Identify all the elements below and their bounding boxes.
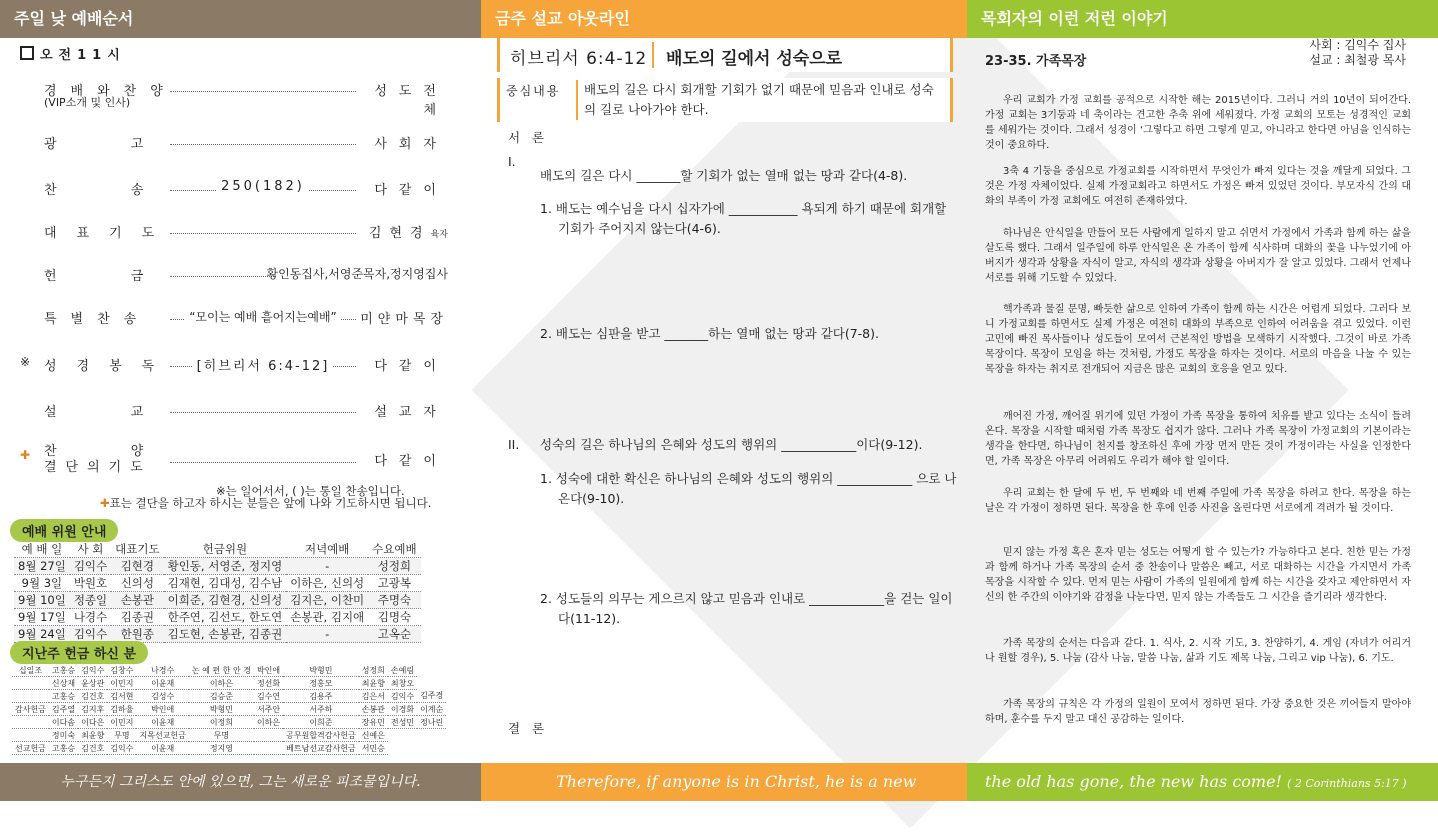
offering-cell (12, 690, 49, 703)
offering-cell: 이하은 (254, 716, 283, 729)
committee-cell: 김현경 (111, 558, 163, 575)
committee-row (14, 592, 421, 609)
order-item-name: 찬 송 (44, 183, 144, 198)
checkbox-square-icon (20, 46, 34, 60)
order-item-scripture (170, 355, 356, 374)
article-paragraph: 하나님은 안식일을 만들어 모든 사람에게 일하지 말고 쉬면서 가정에서 가족과 함께 하는 삶을 살도록 했다. 그래서 일주일에 하루 안식일은 온 가족이 함께 식사하며 대화의 꽃을 나누었기에 아버지가 생각과 상황을 자식이 알고, 자식의 생각과 상황을 아버지가 잘 알고 있었다. 그래서 언제나 서로를 위해 기도할 수 있었다. (985, 228, 1411, 284)
committee-header-cell: 헌금위원 (164, 541, 287, 558)
footer-verse-text: the old has gone, the new has come! (985, 772, 1282, 791)
header-order-of-worship: 주일 낮 예배순서 (0, 0, 481, 38)
offering-cell: 윤상관 (78, 677, 107, 690)
offering-cell: 최윤향 (359, 677, 388, 690)
leader-dots (170, 412, 356, 413)
offering-cell: 이하은 (189, 677, 254, 690)
offering-cell: 서주하 (283, 703, 359, 716)
offering-cell: 장유민 (359, 716, 388, 729)
order-row-sub (20, 94, 448, 108)
offering-cell: 정미숙 (49, 729, 78, 742)
article-paragraph: 가족 목장의 규칙은 각 가정의 일원이 모여서 정하면 된다. 가장 중요한 것은 끼어들지 말아야 하며, 훈수를 두지 말고 대신 공감하는 일이다. (985, 699, 1411, 725)
order-item-name: 헌 금 (44, 269, 144, 284)
offering-cell: 이희준 (283, 716, 359, 729)
offering-cell: 김은서 (359, 690, 388, 703)
footer-verse-english-1: Therefore, if anyone is in Christ, he is a new creation; (481, 763, 967, 801)
article-paragraph: 가족 목장의 순서는 다음과 같다. 1. 식사, 2. 시작 기도, 3. 찬양하기, 4. 게임 (자녀가 어리거나 원할 경우), 5. 나눔 (감사 나눔, 말씀 나눔, 삶과 기도 제목 나눔, 그리고 vip 나눔), 6. 기도. (985, 638, 1411, 664)
committee-cell: 김명숙 (368, 609, 420, 626)
offering-cell (12, 677, 49, 690)
offering-cell: 나경수 (136, 664, 188, 677)
committee-cell: 황인동, 서영준, 정지영 (164, 558, 287, 575)
sermon-title: 배도의 길에서 성숙으로 (666, 49, 843, 69)
committee-cell: 한원종 (111, 626, 163, 643)
committee-title: 예배 위원 안내 (10, 519, 118, 542)
order-item-name: 설 교 (44, 405, 144, 420)
committee-row (14, 558, 421, 575)
leader-preacher: 설교 : 최철광 목사 (1309, 53, 1406, 67)
offering-cell: 베트남선교감사헌금 (283, 742, 359, 755)
offering-cell: 김승준 (189, 690, 254, 703)
committee-cell: 정종일 (70, 592, 111, 609)
cross-small-icon: ✚ (100, 496, 110, 510)
divider (576, 80, 578, 120)
offering-cell (254, 729, 283, 742)
offering-cell: 신상재 (49, 677, 78, 690)
offering-cell: 이윤재 (136, 677, 188, 690)
committee-header-cell: 저녁예배 (286, 541, 368, 558)
offering-row (12, 690, 446, 703)
point-2-number: II. (508, 437, 520, 452)
offering-cell: 김건호 (78, 742, 107, 755)
committee-cell: 손봉관, 김지애 (286, 609, 368, 626)
committee-cell: 김익수 (70, 558, 111, 575)
offering-row (12, 677, 446, 690)
order-item-name-text: 광 고 (44, 137, 144, 152)
committee-cell: 8월 27일 (14, 558, 70, 575)
offering-row (12, 742, 446, 755)
offering-cell: 이윤재 (136, 742, 188, 755)
committee-cell: 신의성 (111, 575, 163, 592)
offering-cell: 공무원합격감사헌금 (283, 729, 359, 742)
sermon-introduction: 서 론 (508, 130, 549, 145)
order-item-who: 다같이 (374, 183, 448, 198)
offering-cell: 이계순 (417, 703, 446, 716)
offering-cell: 선교헌금 (12, 742, 49, 755)
order-item-name (44, 133, 168, 152)
committee-cell: 성정희 (368, 558, 420, 575)
offering-cell: 김주경 (417, 690, 446, 703)
offering-row (12, 664, 446, 677)
committee-cell: - (286, 626, 368, 643)
point-1: 배도의 길은 다시 _______할 기회가 없는 열매 없는 땅과 같다(4-8). (540, 168, 908, 183)
service-leaders (1309, 38, 1406, 68)
committee-cell: 김재현, 김대성, 김수남 (164, 575, 287, 592)
article-paragraph: 믿지 않는 가정 혹은 혼자 믿는 성도는 어떻게 할 수 있는가? 가능하다고 본다. 친한 믿는 가정과 함께 하거나 가족 목장의 순서 중 찬송이나 말씀은 빼고, 서로 대화하는 시간을 가지면서 가족 목장을 시작할 수 있다. 먼저 믿는 사람이 가족의 일원에게 함께 하는 시간을 갖자고 제안하면서 자신의 한 주간의 이야기와 감정을 나눈다면, 믿지 않는 가족들도 그 시간을 즐기리라 생각한다. (985, 547, 1411, 603)
point-1-number: I. (508, 154, 516, 169)
order-item-who (360, 222, 448, 241)
order-row (20, 440, 448, 475)
offering-cell: 최창오 (388, 677, 417, 690)
offering-cell: 김익수 (78, 664, 107, 677)
main-point-text: 배도의 길은 다시 회개할 기회가 없기 때문에 믿음과 인내로 성숙의 길로 나아가야 한다. (584, 82, 934, 117)
committee-cell: 김지은, 이찬미 (286, 592, 368, 609)
offering-cell: 서주안 (254, 703, 283, 716)
order-row (20, 308, 448, 328)
committee-cell: 주명숙 (368, 592, 420, 609)
offering-cell: 십일조 (12, 664, 49, 677)
offering-cell: 박인애 (254, 664, 283, 677)
cross-icon: ✚ (20, 448, 31, 462)
leader-dots (170, 233, 356, 234)
committee-cell: 9월 17일 (14, 609, 70, 626)
order-item-name: 대표기도 (44, 226, 175, 241)
hymn-number: 250(182) (217, 179, 309, 194)
order-row (20, 133, 448, 153)
note-decision-text: 표는 결단을 하고자 하시는 분들은 앞에 나와 기도하시면 됩니다. (109, 496, 432, 510)
offering-cell: 박형민 (189, 703, 254, 716)
offering-cell: 이경화 (388, 703, 417, 716)
committee-header-cell: 대표기도 (111, 541, 163, 558)
order-row (20, 355, 448, 375)
order-item-name: 찬 양 (44, 444, 144, 459)
header-pastor-story: 목회자의 이런 저런 이야기 (967, 0, 1438, 38)
committee-row (14, 609, 421, 626)
article-paragraph: 핵가족과 물질 문명, 빠듯한 삶으로 인하여 가족이 함께 하는 시간은 어렵게 되었다. 그러다 보니 가정교회를 하면서도 실제 가정은 여전히 대화의 부족으로 인하여 어려움을 겪고 있었다. 이런 고민에 빠진 목사들이나 성도들이 모여서 근본적인 방법을 모색하기 시작했다. 그것이 바로 가족 목장이다. 목장이 모임을 하는 것처럼, 가정도 목장을 하자는 것이다. 서로의 마음을 나눌 수 있는 목장을 하자는 취지로 전개되어 지금은 많은 교회의 호응을 얻고 있다. (985, 304, 1411, 375)
offering-title: 지난주 헌금 하신 분 (10, 641, 148, 664)
committee-cell: 이하은, 신의성 (286, 575, 368, 592)
main-point-label: 중심내용 (506, 84, 561, 98)
divider (652, 42, 654, 68)
offering-cell: 박형민 (283, 664, 359, 677)
stand-mark-icon: ※ (20, 355, 31, 369)
order-item-name-2: 결단의기도 (44, 460, 152, 475)
offering-cell: 정지영 (189, 742, 254, 755)
scripture-reference: [히브리서 6:4-12] (193, 359, 334, 374)
offering-cell: 무명 (189, 729, 254, 742)
footer-verse-reference: ( 2 Corinthians 5:17 ) (1287, 777, 1407, 790)
special-song-title: “모이는 예배 흩어지는예배” (185, 310, 341, 324)
offering-cell: 김성수 (136, 690, 188, 703)
offering-cell: 정선화 (254, 677, 283, 690)
point-2: 성숙의 길은 하나님의 은혜와 성도의 행위의 ____________이다(9-12). (540, 437, 923, 452)
order-row (20, 265, 448, 285)
offering-cell: 김수연 (254, 690, 283, 703)
article-paragraph: 3축 4 기둥을 중심으로 가정교회를 시작하면서 무엇인가 빠져 있다는 것을 깨달게 되었다. 그것은 가정 자체이었다. 실제 가정교회라고 하면서도 가정은 빠져 있었던 것이다. 부모자식 간의 대화의 부족이 가정 교회에도 여전히 존재하였다. (985, 166, 1411, 207)
footer-verse-english-2 (967, 763, 1438, 801)
offering-cell: 신예은 (359, 729, 388, 742)
offering-cell: 이정희 (189, 716, 254, 729)
offering-cell: 고홍승 (49, 664, 78, 677)
offering-cell: 서민승 (359, 742, 388, 755)
offering-cell: 무명 (107, 729, 136, 742)
committee-cell: 나경수 (70, 609, 111, 626)
footer-verse-korean: 누구든지 그리스도 안에 있으면, 그는 새로운 피조물입니다. (0, 763, 481, 801)
offering-cell: 이다솜 (49, 716, 78, 729)
committee-cell: 한주연, 김선도, 한도연 (164, 609, 287, 626)
article-paragraph: 깨어진 가정, 깨어질 위기에 있던 가정이 가족 목장을 통하여 치유를 받고 있다는 소식이 들려온다. 목장을 시작할 때처럼 가족 목장도 쉽지가 않다. 그러나 가족 목장이 가정교회의 기본이라는 생각을 한다면, 하나님이 천지를 창조하신 후에 가장 먼저 만든 것이 가정이라는 사실을 인정한다면, 가족 목장은 아무리 어려워도 우리가 해야 할 일이다. (985, 411, 1411, 467)
committee-header-cell: 예 배 일 (14, 541, 70, 558)
order-item-who: 다같이 (374, 359, 448, 374)
committee-header-row (14, 541, 421, 558)
offering-cell: 감사헌금 (12, 703, 49, 716)
offering-cell (12, 729, 49, 742)
leader-presider: 사회 : 김익수 집사 (1309, 38, 1406, 52)
point-2-2: 2. 성도들의 의무는 게으르지 않고 믿음과 인내로 ____________을 걷는 일이다(11-12). (540, 591, 953, 626)
note-decision (100, 497, 431, 510)
committee-cell: - (286, 558, 368, 575)
offering-row (12, 716, 446, 729)
sermon-title-box (497, 38, 953, 72)
order-row (20, 401, 448, 421)
committee-cell: 김익수 (70, 626, 111, 643)
committee-header-cell: 수요예배 (368, 541, 420, 558)
prayer-leader-title: 육자 (430, 230, 448, 240)
point-2-1: 1. 성숙에 대한 확신은 하나님의 은혜와 성도의 행위의 ____________ 으로 나온다(9-10). (540, 471, 957, 506)
header-sermon-outline: 금주 설교 아웃라인 (481, 0, 967, 38)
sermon-passage: 히브리서 6:4-12 (510, 49, 648, 69)
order-row (20, 222, 448, 242)
committee-header-cell: 사 회 (70, 541, 111, 558)
article-title: 23-35. 가족목장 (985, 54, 1087, 69)
offering-cell: 김서현 (107, 690, 136, 703)
offering-cell: 정홍모 (283, 677, 359, 690)
prayer-leader: 김현경 (368, 226, 431, 241)
main-point-box (497, 78, 953, 122)
offering-cell: 김지후 (78, 703, 107, 716)
leader-dots (170, 462, 356, 463)
order-item-who: 미얀마목장 (360, 312, 448, 327)
offering-cell: 손봉관 (359, 703, 388, 716)
order-item-who: 설교자 (374, 405, 448, 420)
committee-cell: 9월 10일 (14, 592, 70, 609)
offering-cell: 김하율 (107, 703, 136, 716)
committee-cell: 9월 24일 (14, 626, 70, 643)
order-item-hymn (170, 179, 356, 194)
offering-cell: 지목선교헌금 (136, 729, 188, 742)
offering-cell (12, 716, 49, 729)
offering-cell: 이윤재 (136, 716, 188, 729)
order-item-special-song (170, 308, 356, 325)
offering-row (12, 729, 446, 742)
leader-dots (170, 276, 276, 277)
article-paragraph: 우리 교회는 한 달에 두 번, 두 번째와 네 번째 주일에 가족 목장을 하려고 한다. 목장을 하는 날은 각 가정이 정하면 된다. 목장을 한 후에 인증 사진을 올린다면 서로에게 격려가 될 것이다. (985, 488, 1411, 514)
offering-cell: 성정희 (359, 664, 388, 677)
order-item-who: 황인동집사,서영준목자,정지영집사 (266, 267, 448, 281)
committee-cell: 이희준, 김현경, 신의성 (164, 592, 287, 609)
offering-cell: 최윤향 (78, 729, 107, 742)
committee-cell: 김도현, 손봉관, 김종권 (164, 626, 287, 643)
note-standing: ※는 일어서서, ( )는 통일 찬송입니다. (216, 484, 405, 498)
order-item-who: 성도전체 (374, 84, 448, 118)
offering-cell (254, 742, 283, 755)
committee-cell: 손봉관 (111, 592, 163, 609)
leader-dots (170, 91, 356, 92)
order-item-name: 특별찬송 (44, 312, 151, 327)
leader-dots (170, 144, 356, 145)
offering-cell: 김익수 (388, 690, 417, 703)
offering-cell: 고홍승 (49, 690, 78, 703)
offering-cell: 고홍승 (49, 742, 78, 755)
committee-row (14, 575, 421, 592)
order-row (20, 179, 448, 199)
offering-row (12, 703, 446, 716)
order-item-sub: (VIP소개 및 인사) (44, 96, 131, 109)
committee-cell: 고옥순 (368, 626, 420, 643)
committee-cell: 9월 3일 (14, 575, 70, 592)
article-paragraph: 우리 교회가 가정 교회를 공적으로 시작한 해는 2015년이다. 그러니 거의 10년이 되어간다. 가정 교회는 3기둥과 네 축이라는 견고한 추축 위에 세워졌다. 가정 교회의 모토는 성경적인 교회를 세워가는 것이다. 그래서 성경이 ‘그렇다고 하면 그렇게 믿고, 아니라고 한다면 아님을 인식하는 것이 중요하다. (985, 95, 1411, 151)
point-1-1: 1. 배도는 예수님을 다시 십자가에 ___________ 욕되게 하기 때문에 회개할 기회가 주어지지 않는다(4-6). (540, 201, 947, 236)
order-item-who: 다같이 (374, 454, 448, 469)
offering-cell: 논 예 편 한 안 경 (189, 664, 254, 677)
offering-cell: 김용주 (283, 690, 359, 703)
committee-cell: 고광복 (368, 575, 420, 592)
committee-row (14, 626, 421, 643)
offering-cell: 전성민 (388, 716, 417, 729)
offering-cell: 김익수 (107, 742, 136, 755)
offering-cell: 김건호 (78, 690, 107, 703)
offering-cell: 김주열 (49, 703, 78, 716)
order-item-who: 사회자 (374, 137, 448, 152)
committee-cell: 박원호 (70, 575, 111, 592)
service-time (20, 44, 126, 63)
committee-table (14, 541, 421, 643)
offering-cell: 손예림 (388, 664, 417, 677)
offering-cell: 김창수 (107, 664, 136, 677)
offering-cell: 박인애 (136, 703, 188, 716)
service-time-label: 오전11시 (40, 48, 126, 63)
offering-cell: 정나린 (417, 716, 446, 729)
order-item-name: 성경봉독 (44, 359, 175, 374)
order-item-name: 경배와찬양 (44, 84, 177, 99)
offering-table (12, 664, 446, 755)
point-1-2: 2. 배도는 심판을 받고 _______하는 열매 없는 땅과 같다(7-8). (540, 326, 879, 341)
sermon-conclusion: 결 론 (508, 721, 549, 736)
offering-cell: 이민지 (107, 677, 136, 690)
offering-cell: 이다은 (78, 716, 107, 729)
committee-cell: 김종권 (111, 609, 163, 626)
offering-cell: 이민지 (107, 716, 136, 729)
